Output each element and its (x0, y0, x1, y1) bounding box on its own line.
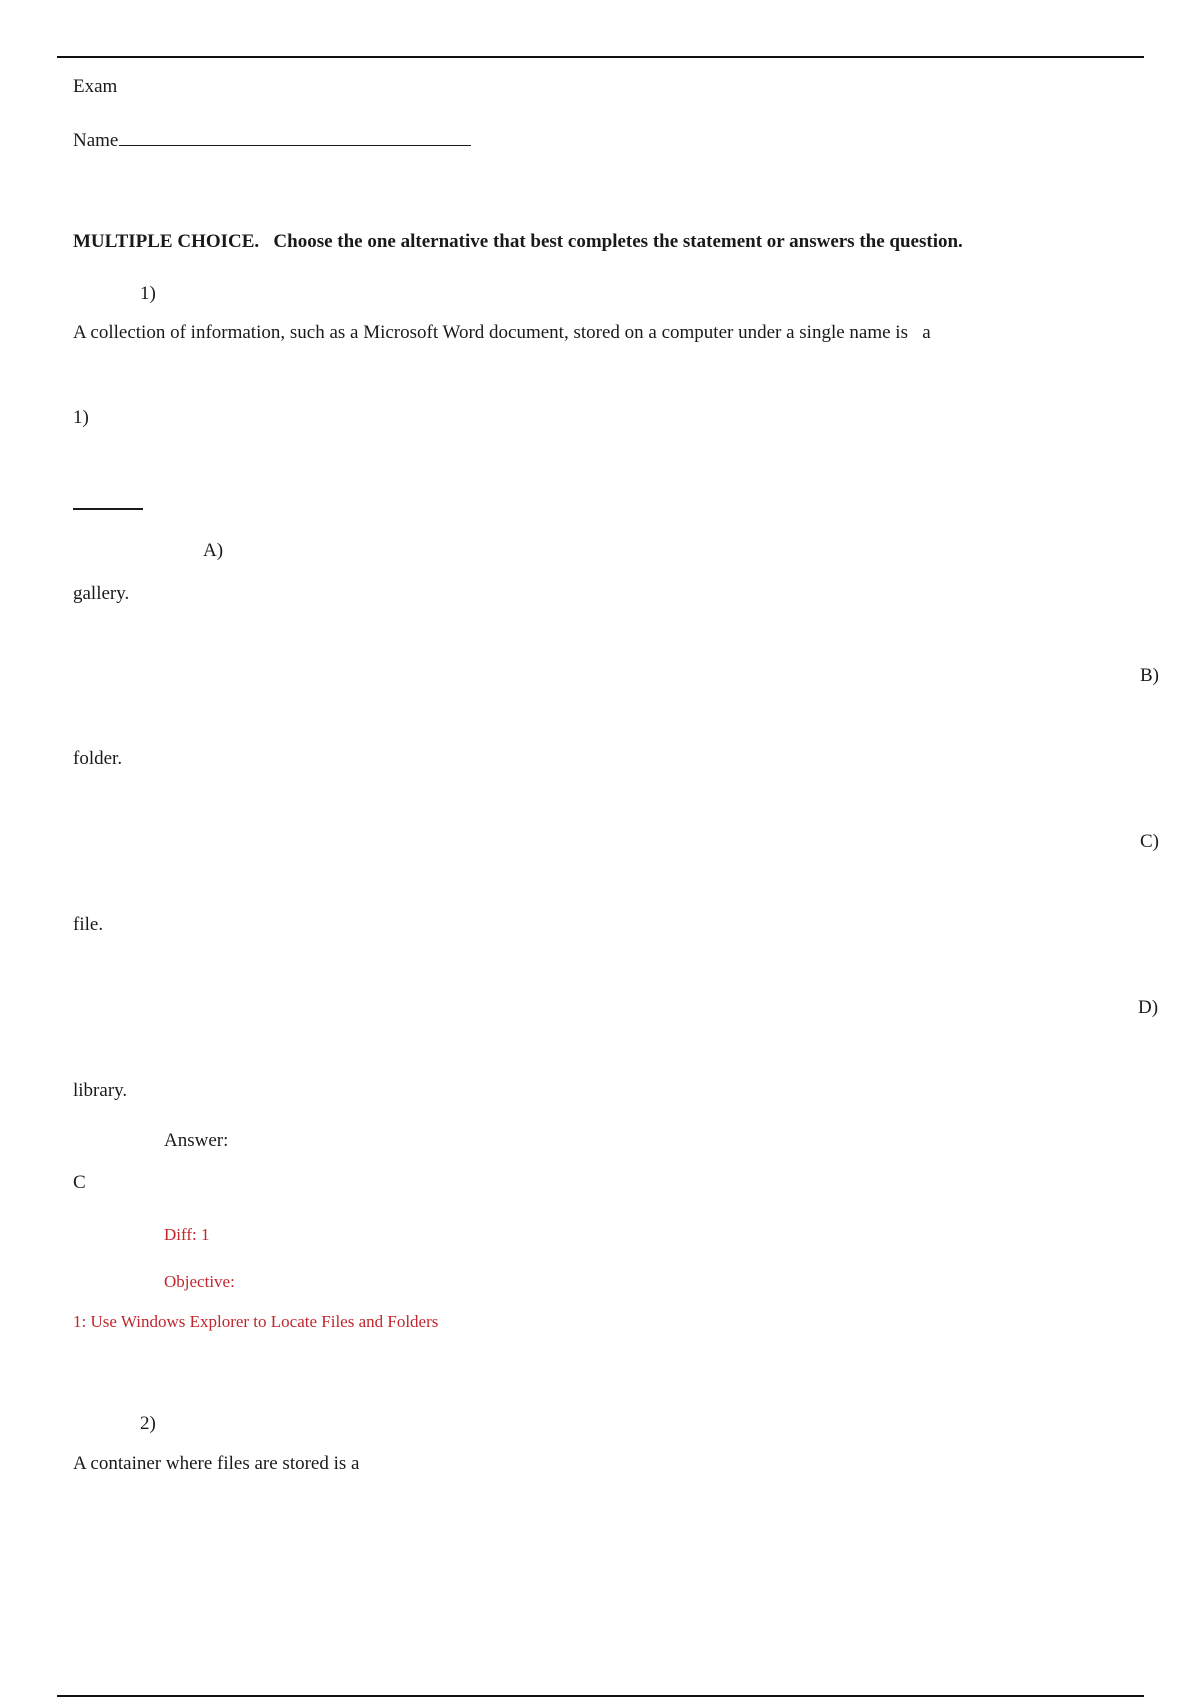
top-rule (57, 56, 1144, 58)
option-a-letter: A) (203, 540, 224, 561)
section-type: MULTIPLE CHOICE. (73, 231, 260, 252)
name-field (73, 127, 471, 153)
option-b-text: folder. (73, 748, 123, 769)
option-d-letter: D) (1138, 997, 1159, 1018)
question-2-number: 2) (140, 1413, 156, 1434)
question-1-stem-tail: a (922, 322, 931, 343)
answer-value: C (73, 1172, 86, 1193)
objective-text: 1: Use Windows Explorer to Locate Files and Folders (73, 1312, 439, 1331)
question-1-number: 1) (140, 283, 156, 304)
option-a-text: gallery. (73, 583, 130, 604)
question-1-answer-blank (73, 508, 143, 510)
question-1-number-repeat: 1) (73, 407, 89, 428)
bottom-rule (57, 1695, 1144, 1697)
answer-label: Answer: (164, 1130, 229, 1151)
name-label: Name (73, 130, 119, 151)
objective-label: Objective: (164, 1272, 235, 1291)
section-heading (73, 230, 963, 254)
option-c-letter: C) (1140, 831, 1159, 852)
question-1-stem: A collection of information, such as a Microsoft Word document, stored on a computer under a single name is (73, 322, 908, 343)
section-instructions: Choose the one alternative that best completes the statement or answers the question. (273, 231, 963, 252)
name-blank-line (119, 127, 471, 146)
option-c-text: file. (73, 914, 104, 935)
option-d-text: library. (73, 1080, 128, 1101)
option-b-letter: B) (1140, 665, 1159, 686)
difficulty-label: Diff: 1 (164, 1225, 210, 1244)
exam-title: Exam (73, 76, 118, 97)
question-2-text: A container where files are stored is a (73, 1453, 360, 1474)
question-1-text (73, 321, 931, 345)
